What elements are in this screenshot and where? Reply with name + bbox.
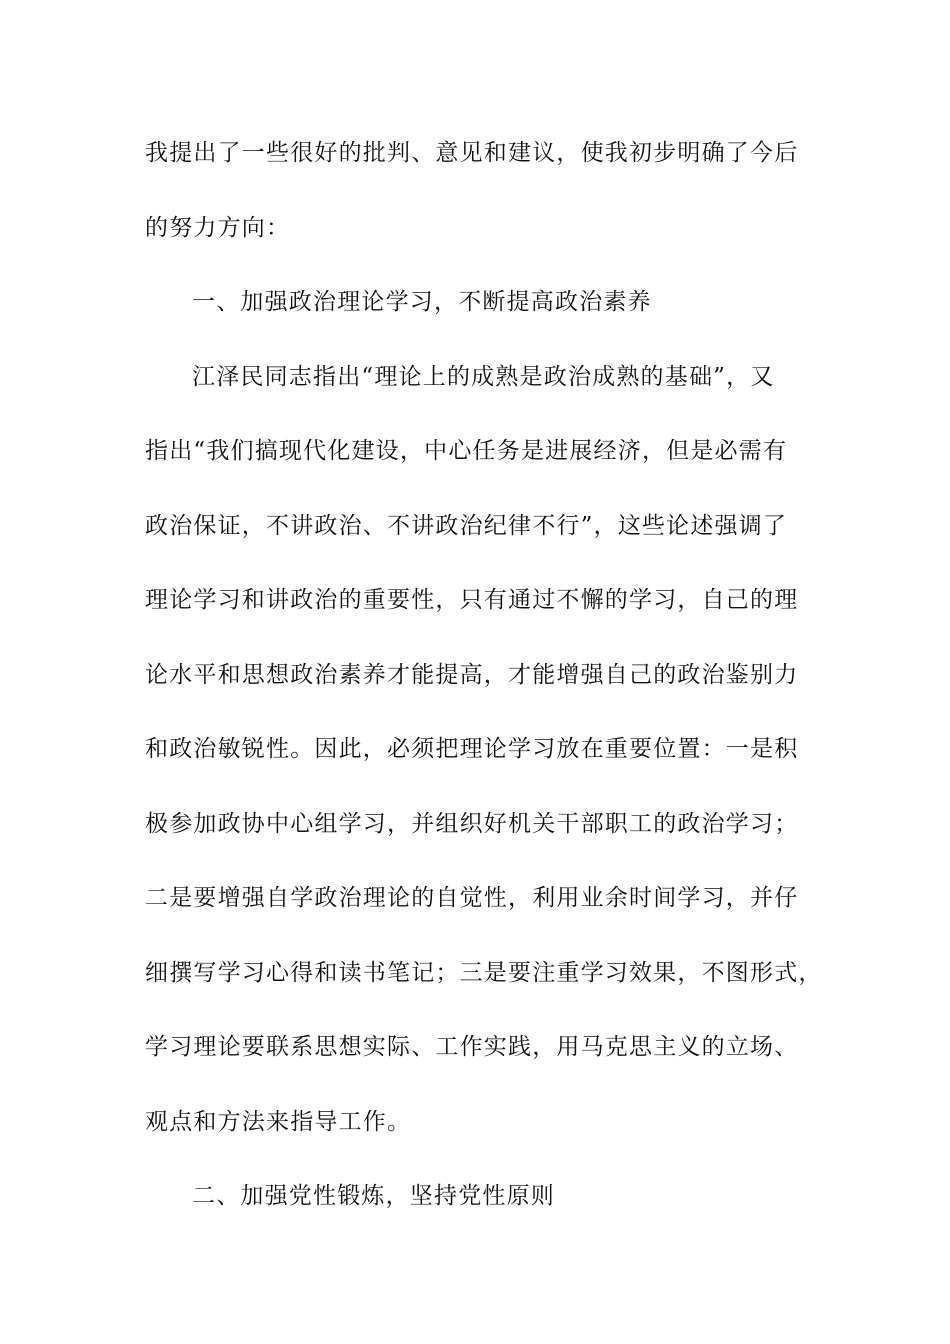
text-line: 二是要增强自学政治理论的自觉性，利用业余时间学习，并仔 (145, 885, 799, 911)
section-heading-1: 一、加强政治理论学习，不断提高政治素养 (192, 289, 652, 315)
document-body (145, 116, 825, 1234)
text-line: 细撰写学习心得和读书笔记；三是要注重学习效果，不图形式， (145, 959, 823, 986)
text-line: 观点和方法来指导工作。 (145, 1108, 412, 1135)
text-line: 学习理论要联系思想实际、工作实践，用马克思主义的立场、 (145, 1034, 799, 1060)
text-line: 极参加政协中心组学习，并组织好机关干部职工的政治学习； (145, 810, 799, 837)
text-line: 政治保证，不讲政治、不讲政治纪律不行”，这些论述强调了 (145, 512, 788, 539)
text-line: 的努力方向： (145, 214, 291, 241)
text-line: 我提出了一些很好的批判、意见和建议，使我初步明确了今后 (145, 140, 799, 166)
text-line: 和政治敏锐性。因此，必须把理论学习放在重要位置：一是积 (145, 736, 799, 762)
text-line: 论水平和思想政治素养才能提高，才能增强自己的政治鉴别力 (145, 661, 799, 688)
text-line: 江泽民同志指出“理论上的成熟是政治成熟的基础”，又 (192, 363, 775, 390)
section-heading-2: 二、加强党性锻炼，坚持党性原则 (192, 1183, 555, 1209)
text-line: 指出“我们搞现代化建设，中心任务是进展经济，但是必需有 (145, 438, 788, 464)
text-line: 理论学习和讲政治的重要性，只有通过不懈的学习，自己的理 (145, 587, 799, 613)
